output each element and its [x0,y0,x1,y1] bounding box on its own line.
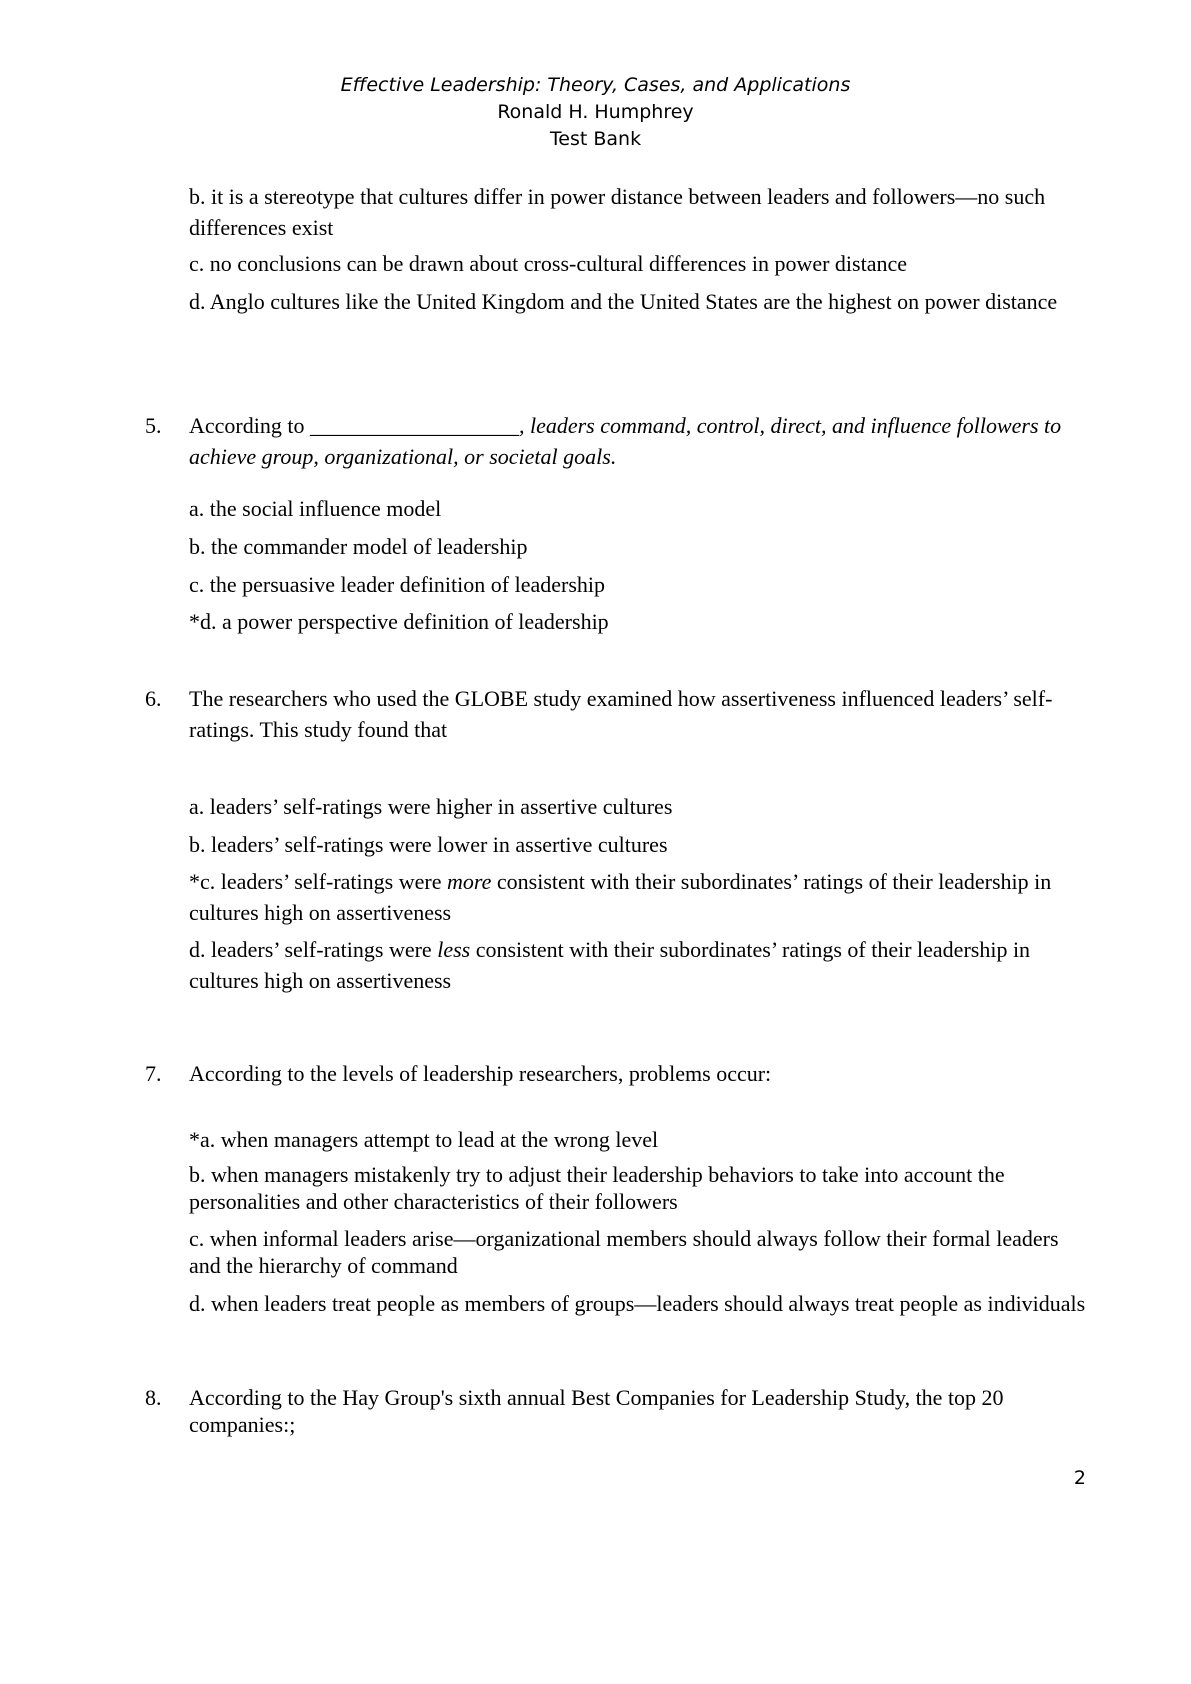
q8-stem: According to the Hay Group's sixth annual Best Companies for Leadership Study, the top 20 companies:; [189,1385,1004,1437]
q7-number: 7. [145,1061,162,1086]
q4-option-b: b. it is a stereotype that cultures differ in power distance between leaders and followers—no such differences exist [189,184,1046,240]
q7-option-d: d. when leaders treat people as members of groups—leaders should always treat people as individuals [189,1291,1086,1316]
book-subtitle: Test Bank [549,128,642,150]
q5-stem-italic: , leaders command, control, direct, and influence followers to achieve group, organizational, or societal goals. [189,413,1062,469]
q6-option-d [189,934,1089,996]
q6-option-d-rest: consistent with their subordinates’ ratings of their leadership in cultures high on assertiveness [189,937,1031,993]
q5-stem [189,410,1089,472]
q7-option-a: *a. when managers attempt to lead at the wrong level [189,1127,659,1152]
q6-option-c-lead: *c. leaders’ self-ratings were [189,869,447,894]
q4-option-c: c. no conclusions can be drawn about cross-cultural differences in power distance [189,251,908,276]
q6-option-c [189,866,1089,928]
q6-option-a: a. leaders’ self-ratings were higher in assertive cultures [189,794,673,819]
q5-stem-lead: According to [189,413,305,438]
q6-option-c-rest: consistent with their subordinates’ ratings of their leadership in cultures high on assertiveness [189,869,1052,925]
q5-option-b: b. the commander model of leadership [189,534,528,559]
q6-option-c-emphasis: more [446,869,492,894]
q7-option-c: c. when informal leaders arise—organizational members should always follow their formal leaders and the hierarchy of command [189,1226,1059,1278]
page-header [0,72,1191,153]
q6-option-b: b. leaders’ self-ratings were lower in assertive cultures [189,832,668,857]
q6-option-d-emphasis: less [437,937,471,962]
book-title: Effective Leadership: Theory, Cases, and Applications [340,74,851,96]
page-number: 2 [1073,1467,1086,1489]
q5-option-a: a. the social influence model [189,496,442,521]
q5-number: 5. [145,413,162,438]
q6-stem: The researchers who used the GLOBE study examined how assertiveness influenced leaders’ self-ratings. This study found that [189,686,1053,742]
book-author: Ronald H. Humphrey [497,101,694,123]
q7-stem: According to the levels of leadership researchers, problems occur: [189,1061,772,1086]
q5-blank: ___________________ [309,413,519,438]
q5-option-d: *d. a power perspective definition of leadership [189,609,609,634]
q5-option-c: c. the persuasive leader definition of leadership [189,572,606,597]
q6-option-d-lead: d. leaders’ self-ratings were [189,937,438,962]
q6-number: 6. [145,686,162,711]
q4-option-d: d. Anglo cultures like the United Kingdom and the United States are the highest on power distance [189,289,1058,314]
q8-number: 8. [145,1385,162,1410]
q7-option-b: b. when managers mistakenly try to adjust their leadership behaviors to take into account the personalities and other characteristics of their followers [189,1162,1005,1214]
